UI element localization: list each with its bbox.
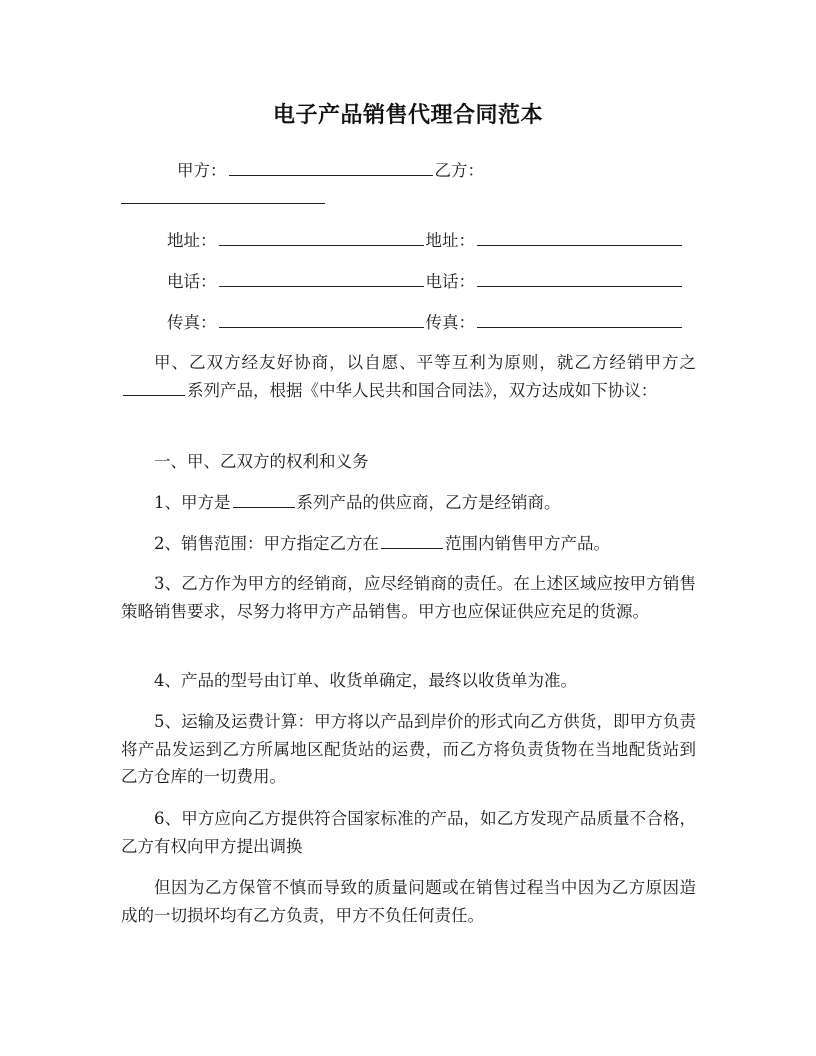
party-b-line [121, 185, 696, 212]
address-b-label: 地址： [425, 231, 475, 250]
clause3-text: 3、乙方作为甲方的经销商，应尽经销商的责任。在上述区域应按甲方销售策略销售要求，尽努力将甲方产品销售。甲方也应保证供应充足的货源。 [121, 574, 696, 621]
clause-4 [121, 667, 696, 695]
fax-a-blank [219, 309, 424, 328]
clause-3 [121, 570, 696, 625]
section-heading [121, 448, 696, 476]
clause-6-continuation [121, 874, 696, 929]
clause5-text: 5、运输及运费计算：甲方将以产品到岸价的形式向乙方供货，即甲方负责将产品发运到乙方所属地区配货站的运费，而乙方将负责货物在当地配货站到乙方仓库的一切费用。 [121, 712, 696, 786]
party-a-label: 甲方： [177, 161, 227, 180]
address-a-label: 地址： [167, 231, 217, 250]
address-line [167, 227, 742, 254]
clause-2 [121, 530, 696, 558]
clause6-cont-text: 但因为乙方保管不慎而导致的质量问题或在销售过程当中因为乙方原因造成的一切损坏均有乙方负责，甲方不负任何责任。 [121, 878, 696, 925]
phone-line [167, 268, 742, 295]
clause1-text-a: 1、甲方是 [154, 493, 231, 512]
address-b-blank [477, 227, 682, 246]
series-blank [123, 377, 185, 396]
clause-5 [121, 708, 696, 791]
fax-b-label: 传真： [425, 313, 475, 332]
clause-6 [121, 805, 696, 860]
clause2-text-b: 范围内销售甲方产品。 [445, 534, 610, 553]
clause1-blank [233, 489, 295, 508]
phone-b-blank [477, 268, 682, 287]
clause1-text-b: 系列产品的供应商，乙方是经销商。 [296, 493, 561, 512]
clause2-text-a: 2、销售范围：甲方指定乙方在 [154, 534, 379, 553]
party-b-blank [121, 185, 325, 204]
phone-a-blank [219, 268, 424, 287]
party-line [177, 157, 752, 184]
fax-a-label: 传真： [167, 313, 217, 332]
phone-a-label: 电话： [167, 272, 217, 291]
clause2-blank [381, 530, 443, 549]
party-b-label: 乙方： [434, 161, 484, 180]
clause6-text: 6、甲方应向乙方提供符合国家标准的产品，如乙方发现产品质量不合格，乙方有权向甲方提出调换 [121, 809, 696, 856]
clause4-text: 4、产品的型号由订单、收货单确定，最终以收货单为准。 [154, 671, 577, 690]
clause-1 [121, 489, 696, 517]
intro-paragraph [121, 349, 696, 404]
fax-b-blank [477, 309, 682, 328]
section1-heading: 一、甲、乙双方的权利和义务 [154, 452, 369, 471]
phone-b-label: 电话： [425, 272, 475, 291]
intro-rest-text: 系列产品，根据《中华人民共和国合同法》，双方达成如下协议： [187, 380, 658, 400]
document-title: 电子产品销售代理合同范本 [272, 103, 543, 128]
address-a-blank [219, 227, 424, 246]
intro-text: 甲、乙双方经友好协商，以自愿、平等互利为原则，就乙方经销甲方之 [154, 353, 696, 372]
fax-line [167, 309, 742, 336]
party-a-blank [229, 157, 433, 176]
